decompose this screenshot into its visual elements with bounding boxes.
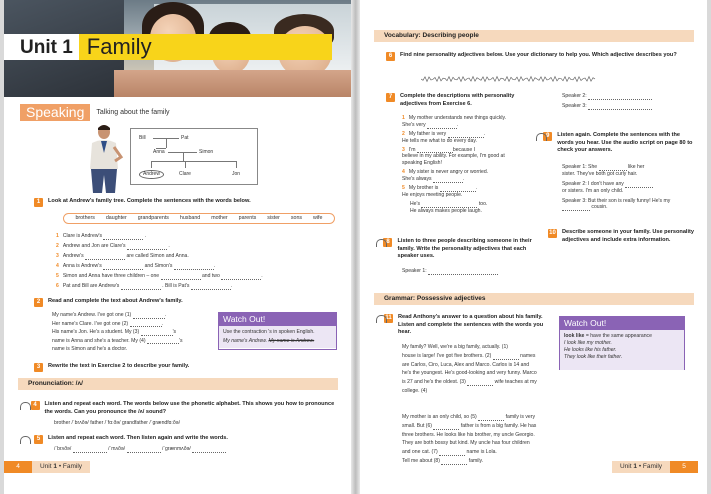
page-number: 5 [670,461,698,473]
sentence-text: because I [452,146,475,153]
exercise-11-text-2 [402,414,536,467]
exercise-instruction: Read and complete the text about Andrew's family. [48,298,183,304]
exercise-instruction: Complete the descriptions with personality adjectives from Exercise 6. [400,93,515,107]
answer-blank[interactable] [103,239,143,240]
text-content: 's [172,329,177,335]
vocabulary-heading: Vocabulary: Describing people [374,30,694,42]
text-line [402,449,536,458]
sentence-number: 6 [56,283,59,289]
sentence-text: My father is very [408,130,448,137]
tree-anna: Anna [153,149,165,155]
sentence-text: Speaker 1: She [562,164,599,170]
sentence-number: 1 [402,115,405,121]
word-box-item: parents [238,214,257,221]
answer-blank[interactable] [133,318,165,319]
sentence-text: Andrew and Jon are Clare's [62,243,127,249]
answer-blank[interactable] [103,269,143,270]
answer-blank[interactable] [147,343,179,344]
sentence-number: 1 [56,233,59,239]
sentence-block [402,115,524,129]
text-content: names [518,352,536,359]
word-box-item: brothers [75,214,95,221]
text-content: My family? Well, we're a big family, actually. (1) [402,344,508,350]
text-line [52,312,183,321]
speaker-label: Speaker 3: [562,103,589,109]
answer-blank[interactable] [562,210,590,211]
sentence-text: He tells me what to do every day. [402,137,477,144]
answer-blank[interactable] [478,420,504,421]
sentence-text: sister. They've both got curly hair. [562,170,638,177]
speaker-label: Speaker 2: [562,93,589,99]
sentence-text: I'm [408,146,417,153]
text-line [402,344,537,353]
text-line [402,458,536,467]
word-box-item: mother [211,214,228,221]
sentence-number: 3 [56,253,59,259]
exercise-instruction: Listen and repeat each word. Then listen again and write the words. [48,435,228,441]
text-line [52,338,183,347]
text-line [52,346,183,355]
sentence-text: . [462,176,465,182]
exercise-number: 10 [549,230,556,236]
sentence-block [402,131,524,145]
text-line [402,370,537,379]
sentence-number: 3 [402,146,405,153]
audio-icon[interactable] [20,401,29,410]
text-content: His name's Jon. He's a student. My (3) [52,329,141,335]
unit-title-bar [4,34,332,60]
answer-blank[interactable] [588,109,652,110]
exercise-6 [386,52,696,61]
sentence-text: Speaker 3: But their son is really funny! He's my [562,197,671,204]
audio-icon[interactable] [376,238,381,247]
exercise-5-words [54,446,226,456]
grammar-heading: Grammar: Possessive adjectives [374,293,694,305]
watch-out-title: Watch Out! [219,313,336,326]
phonetic-word: /ˈbrʌðə/ [54,446,73,452]
man-illustration [84,123,124,193]
text-content: . [164,312,167,318]
watch-out-box-look-like [559,316,685,370]
tree-pat: Pat [181,135,189,141]
exercise-number: 3 [34,363,43,372]
word-box-item: daughter [105,214,127,221]
answer-blank[interactable] [191,289,231,290]
sentence-text: believe in my ability. For example, I'm good at speaking English! [402,153,505,167]
speaker-label: Speaker 1: [402,268,427,274]
text-content: are Carlos, Ciro, Luca, Alex and Marco. Carlos is 14 and [402,361,530,368]
exercise-9-sentences [562,164,694,214]
exercise-5 [20,435,338,444]
text-content: They are both bossy but kind. My uncle has four children [402,440,530,447]
sentence-text: . [261,273,263,279]
watch-out-example: My name's Andrew. [223,338,268,345]
exercise-instruction: Listen again. Complete the sentences with the words you hear. Use the audio script on page 80 to check your answers. [557,132,693,154]
watch-out-example: He looks like his father. [564,347,617,354]
text-content: wife teaches at my [493,379,537,386]
sentence-text: . [230,283,233,289]
answer-blank[interactable] [161,279,201,280]
exercise-number: 7 [386,93,395,102]
sentence-text: Speaker 2: I don't have any [562,180,626,187]
answer-blank[interactable] [625,187,653,188]
wordsnake-graphic [421,75,597,83]
text-content: Her name's Clare. I've got one (2) [52,320,130,327]
word-box-item: grandparents [137,214,169,221]
watch-out-body [560,330,684,370]
sentence-text: Clare is Andrew's [62,233,104,239]
exercise-instruction: Listen to three people describing someone in their family. Write the personality adjectives that each speaker uses. [397,238,532,260]
word-box-item: sister [267,214,280,221]
watch-out-definition: = have the same appearance [585,333,652,340]
speaking-heading: Speaking [20,104,90,121]
sentence-block [562,198,694,212]
text-content: he's the youngest. He's good-looking and very funny. Marco [402,370,537,377]
exercise-4 [20,401,338,416]
audio-icon[interactable] [536,132,541,141]
sentence-block [562,164,694,178]
exercise-instruction: Listen and repeat each word. The words below use the phonetic alphabet. This shows you how to pronounce the words. Can you pronounce the /ʌ/ sound? [44,401,335,415]
exercise-instruction: Find nine personality adjectives below. Use your dictionary to help you. Which adjective describes you? [400,52,677,58]
sentence-block [402,185,524,199]
sentence-text: Anna is Andrew's [62,263,104,269]
sentence-number: 5 [402,184,405,191]
text-content: name is Anna and she's a teacher. My (4) [52,337,147,344]
exercise-instruction: Describe someone in your family. Use personality adjectives and include extra information. [562,229,695,243]
family-tree [130,128,258,185]
answer-blank[interactable] [127,452,161,453]
answer-blank[interactable] [121,289,161,290]
exercise-instruction: Rewrite the text in Exercise 2 to describe your family. [48,363,190,369]
watch-out-line: Use the contraction 's in spoken English. [223,329,315,336]
tree-andrew: Andrew [139,170,164,179]
text-content: My name's Andrew. I've got one (1) [52,312,133,318]
answer-blank[interactable] [467,385,493,386]
exercise-number: 11 [385,315,392,321]
sentence-line [56,263,263,273]
arms [114,70,351,97]
sentence-line [56,253,263,263]
sentence-text: Simon and Anna have three children – one [62,273,161,279]
word-box [63,213,335,224]
watch-out-term: look like [564,333,585,340]
sentence-text: or sisters. I'm an only child. [562,187,624,194]
answer-blank[interactable] [433,182,463,183]
exercise-8 [376,238,536,261]
exercise-9 [536,132,696,155]
footer-label: Unit 1 • Family [612,461,670,473]
sentence-text: . [166,243,170,249]
page-number: 4 [4,461,32,473]
text-line [402,379,537,388]
text-content: is 27 and he's the oldest. (3) [402,379,468,386]
exercise-10 [548,229,696,244]
sentence-number: 5 [56,273,59,279]
answer-blank[interactable] [73,452,107,453]
sentence-text: . [457,121,459,128]
sentence-text: . [475,184,478,191]
text-content: name is Lola. [465,449,497,456]
text-line [402,432,536,441]
text-content: . [161,320,163,327]
text-line [52,329,183,338]
footer-label: Unit 1 • Family [32,461,90,473]
text-line [402,388,537,397]
exercise-number: 4 [31,401,40,410]
sentence-line [56,283,263,293]
exercise-1 [34,198,334,207]
sentence-continuation: He always makes people laugh. [410,207,482,214]
right-footer [612,461,698,473]
left-page [4,0,351,494]
exercise-number: 5 [34,435,43,444]
tree-clare: Clare [179,171,191,177]
tree-simon: Simon [199,149,214,155]
sentence-text: Pat and Bill are Andrew's [62,283,121,289]
watch-out-title: Watch Out! [560,317,684,330]
text-content: house is large! I've got five brothers. (2) [402,352,493,359]
text-content: name is Simon and he's a doctor. [52,346,128,352]
text-line [52,321,183,330]
phonetic-words: brother /ˈbrʌðə/ father /ˈfɑːðə/ grandfather /ˈɡrændfɑːðə/ [54,420,180,426]
answer-blank[interactable] [493,359,519,360]
answer-blank[interactable] [427,128,457,129]
answer-blank[interactable] [174,269,214,270]
sentence-line [56,273,263,283]
text-content: and one cat. (7) [402,449,440,456]
sentence-line [56,233,263,243]
speaker-line [562,103,652,113]
sentence-text: . [143,233,147,239]
exercise-7 [386,93,526,108]
answer-blank[interactable] [127,249,167,250]
speaker-line [562,93,652,103]
sentence-block [402,169,524,183]
text-line [402,423,536,432]
exercise-number: 1 [34,198,43,207]
speaking-header [20,104,200,121]
tree-bill: Bill [139,135,146,141]
answer-blank[interactable] [85,259,125,260]
answer-blank[interactable] [221,279,261,280]
exercise-number: 8 [383,238,392,247]
sentence-number: 2 [402,130,405,137]
exercise-1-sentences [56,233,263,293]
text-content: Tell me about (8) [402,457,442,464]
exercise-instruction: Look at Andrew's family tree. Complete the sentences with the words below. [48,198,251,204]
speaking-subtitle: Talking about the family [96,108,170,116]
answer-blank[interactable] [441,464,467,465]
sentence-text: cousin. [590,204,608,211]
phonetic-word: /ˈmʌðə/ [108,446,127,452]
unit-label: Unit 1 [4,34,79,60]
sentence-text: . [483,130,486,137]
text-content: college. (4) [402,387,428,394]
exercise-4-words [54,420,180,430]
sentence-text: . [213,263,216,269]
sentence-text: My brother is [408,184,440,191]
sentence-text: My mother understands new things quickly. [408,115,507,121]
audio-icon[interactable] [376,314,382,323]
watch-out-example: I look like my mother. [564,340,612,347]
word-box-item: husband [179,214,201,221]
unit-title: Family [79,34,332,60]
exercise-3 [34,363,334,372]
left-footer [4,461,90,473]
sentence-block [562,181,694,195]
speaker-1 [402,268,498,278]
sentence-text: He enjoys meeting people. [402,191,463,198]
exercise-number: 2 [34,298,43,307]
watch-out-example: They look like their father. [564,354,623,361]
sentence-text: are called Simon and Anna. [125,253,189,259]
sentence-continuation [402,201,524,208]
text-line [402,414,536,423]
answer-blank[interactable] [141,335,173,336]
text-line [402,362,537,371]
exercise-number: 9 [543,132,552,141]
sentence-text: Andrew's [62,253,86,259]
tree-jon: Jon [232,171,241,177]
text-content: 's [178,337,183,344]
exercise-2 [34,298,334,307]
text-content: three brothers. He looks like his brother, my uncle Georgio. [402,431,535,438]
speakers-2-3 [562,93,652,113]
answer-blank[interactable] [433,429,459,430]
sentence-text: . Bill is Pat's [160,283,191,289]
text-content: My mother is an only child, so (5) [402,414,479,420]
exercise-2-text [52,312,183,355]
sentence-text: like her [626,164,645,170]
sentence-text: and Simon's [143,263,174,269]
answer-blank[interactable] [439,455,465,456]
exercise-11-text [402,344,537,397]
exercise-7-sentences [402,115,524,218]
sentence-text: She's always [402,176,433,182]
pronunciation-heading: Pronunciation: /ʌ/ [18,378,338,390]
sentence-text: My sister is never angry or worried. [408,169,489,176]
phonetic-word: /ˈɡrænmʌðə/ [161,446,193,452]
answer-blank[interactable] [130,326,162,327]
exercise-number: 6 [386,52,395,61]
text-line [402,353,537,362]
watch-out-incorrect: My name is Andrew. [268,338,315,345]
sentence-text: She's very [402,121,428,128]
word-box-item: sons [290,214,303,221]
word-box-item: wife [313,214,323,221]
book-gutter [351,0,360,494]
sentence-line [56,243,263,253]
text-content: father is from a big family. He has [459,422,537,429]
text-line [402,440,536,449]
answer-blank[interactable] [588,99,652,100]
sentence-text: He's [410,200,422,207]
sentence-text: too. [477,200,488,207]
sentence-text: and two [200,273,222,279]
sentence-number: 2 [56,243,59,249]
sentence-number: 4 [402,169,405,176]
answer-blank[interactable] [192,452,226,453]
text-content: small. But (6) [402,422,434,429]
exercise-instruction: Read Anthony's answer to a question about his family. Listen and complete the sentences with the words you hear. [398,314,544,336]
watch-out-box-contractions [218,312,337,350]
sentence-number: 4 [56,263,59,269]
watch-out-body [219,326,336,348]
exercise-11 [376,314,551,337]
audio-icon[interactable] [20,435,32,444]
sentence-block [402,147,524,168]
text-content: family is very [504,414,536,420]
text-content: family. [467,457,484,464]
